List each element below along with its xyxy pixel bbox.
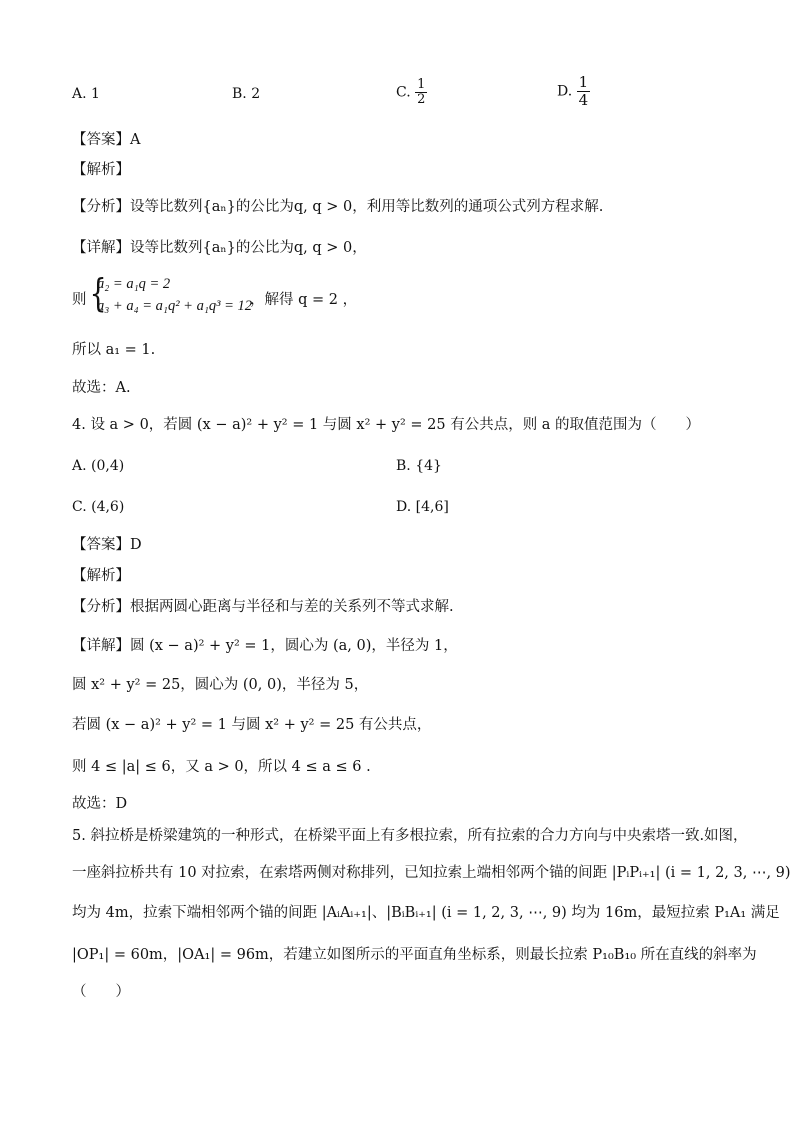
fraction-denominator: 2	[417, 92, 426, 107]
q3-option-c-label: C.	[396, 84, 411, 101]
q4-option-c: C. (4,6)	[72, 499, 125, 515]
fraction-numerator: 1	[578, 73, 589, 91]
q3-equation-1: a₂ = a₁q = 2	[97, 276, 171, 292]
q3-option-c	[396, 78, 427, 107]
fraction-denominator: 4	[578, 91, 589, 109]
q4-fenxi: 【分析】根据两圆心距离与半径和与差的关系列不等式求解.	[72, 599, 454, 615]
q5-stem-line-4: |OP₁| = 60m，|OA₁| = 96m，若建立如图所示的平面直角坐标系，则最长拉索 P₁₀B₁₀ 所在直线的斜率为	[72, 947, 757, 963]
q5-stem-line-5: （ ）	[72, 984, 130, 1000]
q4-option-a: A. (0,4)	[72, 458, 125, 474]
q4-analysis-heading: 【解析】	[72, 568, 130, 584]
q3-solution-q: ，解得 q = 2 ，	[250, 292, 358, 308]
q3-xiangjie: 【详解】设等比数列{aₙ}的公比为q, q > 0，	[72, 240, 367, 256]
q3-option-a: A. 1	[72, 86, 100, 102]
q4-choice: 故选：D	[72, 796, 128, 812]
q3-equation-2: a₃ + a₄ = a₁q² + a₁q³ = 12	[97, 298, 252, 314]
q4-xiangjie-1: 【详解】圆 (x − a)² + y² = 1，圆心为 (a, 0)，半径为 1，	[72, 638, 458, 654]
brace-icon: {	[89, 271, 107, 315]
q3-option-c-fraction	[415, 78, 427, 107]
q4-option-b: B. {4}	[396, 458, 442, 474]
q5-stem-line-2: 一座斜拉桥共有 10 对拉索，在索塔两侧对称排列，已知拉索上端相邻两个锚的间距 |PᵢPᵢ₊₁| (i = 1, 2, 3, ⋯, 9)	[72, 865, 791, 881]
q4-xiangjie-2: 圆 x² + y² = 25，圆心为 (0, 0)，半径为 5，	[72, 677, 369, 693]
q3-analysis-heading: 【解析】	[72, 162, 130, 178]
q3-suoyi: 所以 a₁ = 1.	[72, 342, 156, 358]
q4-stem: 4. 设 a > 0，若圆 (x − a)² + y² = 1 与圆 x² + y² = 25 有公共点，则 a 的取值范围为（ ）	[72, 417, 701, 433]
q3-answer: 【答案】A	[72, 132, 141, 148]
q3-option-d	[557, 74, 590, 109]
q4-answer: 【答案】D	[72, 537, 142, 553]
q3-ze: 则	[72, 292, 87, 308]
q3-choice: 故选：A.	[72, 380, 131, 396]
q5-stem-line-1: 5. 斜拉桥是桥梁建筑的一种形式，在桥梁平面上有多根拉索，所有拉索的合力方向与中央索塔一致.如图，	[72, 828, 748, 844]
q3-fenxi: 【分析】设等比数列{aₙ}的公比为q, q > 0，利用等比数列的通项公式列方程求解.	[72, 199, 604, 215]
q3-option-d-fraction	[577, 74, 591, 109]
fraction-numerator: 1	[417, 77, 426, 92]
q5-stem-line-3: 均为 4m，拉索下端相邻两个锚的间距 |AᵢAᵢ₊₁|、|BᵢBᵢ₊₁| (i = 1, 2, 3, ⋯, 9) 均为 16m，最短拉索 P₁A₁ 满足	[72, 905, 780, 921]
q4-option-d: D. [4,6]	[396, 499, 449, 515]
q4-xiangjie-3: 若圆 (x − a)² + y² = 1 与圆 x² + y² = 25 有公共点，	[72, 717, 432, 733]
q4-xiangjie-4: 则 4 ≤ |a| ≤ 6，又 a > 0，所以 4 ≤ a ≤ 6 .	[72, 759, 371, 775]
q3-option-b: B. 2	[232, 86, 261, 102]
q3-option-d-label: D.	[557, 83, 573, 100]
